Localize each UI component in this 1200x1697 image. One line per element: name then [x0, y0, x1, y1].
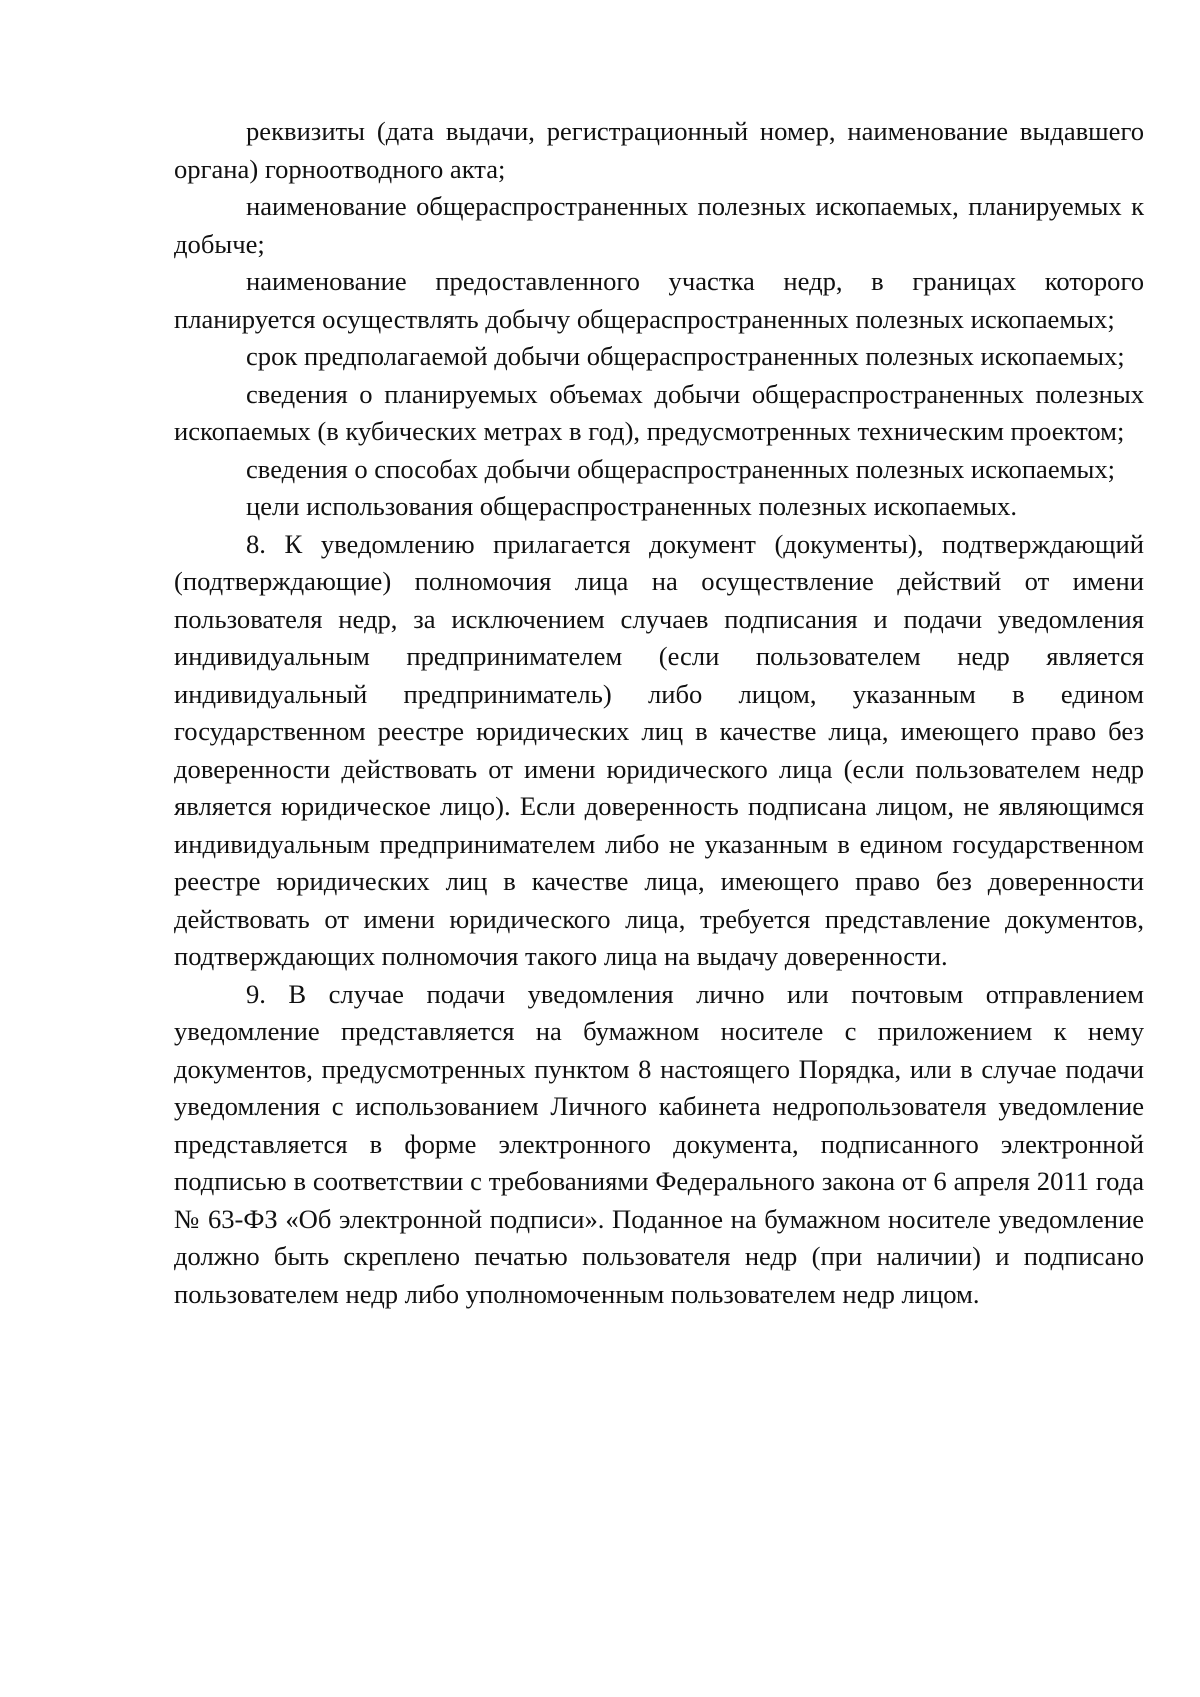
paragraph-extraction-methods: сведения о способах добычи общераспространенных полезных ископаемых;	[246, 453, 1116, 484]
paragraph-extraction-term: срок предполагаемой добычи общераспространенных полезных ископаемых;	[246, 341, 1125, 371]
paragraph-item-9: 9. В случае подачи уведомления лично или почтовым отправлением уведомление представляется на бумажном носителе с приложением к нему документов, предусмотренных пунктом 8 настоящего Порядка, или в случае подачи уведомления с использованием Личного кабинета недропользователя уведомление представляется в форме электронного документа, подписанного электронной подписью в соответствии с требованиями Федерального закона от 6 апреля 2011 года № 63-ФЗ «Об электронной подписи». Поданное на бумажном носителе уведомление должно быть скреплено печатью пользователя недр (при наличии) и подписано пользователем недр либо уполномоченным пользователем недр лицом.	[174, 978, 1144, 1309]
paragraph-usage-goals: цели использования общераспространенных полезных ископаемых.	[246, 491, 1017, 521]
paragraph-item-8: 8. К уведомлению прилагается документ (документы), подтверждающий (подтверждающие) полномочия лица на осуществление действий от имени пользователя недр, за исключением случаев подписания и подачи уведомления индивидуальным предпринимателем (если пользователем недр является индивидуальный предприниматель) либо лицом, указанным в едином государственном реестре юридических лиц в качестве лица, имеющего право без доверенности действовать от имени юридического лица (если пользователем недр является юридическое лицо). Если доверенность подписана лицом, не являющимся индивидуальным предпринимателем либо не указанным в едином государственном реестре юридических лиц в качестве лица, имеющего право без доверенности действовать от имени юридического лица, требуется представление документов, подтверждающих полномочия такого лица на выдачу доверенности.	[174, 528, 1144, 971]
document-body	[174, 113, 1144, 1313]
paragraph-subsoil-plot: наименование предоставленного участка недр, в границах которого планируется осуществлять добычу общераспространенных полезных ископаемых;	[174, 266, 1144, 334]
paragraph-minerals-name: наименование общераспространенных полезных ископаемых, планируемых к добыче;	[174, 191, 1144, 259]
paragraph-extraction-volumes: сведения о планируемых объемах добычи общераспространенных полезных ископаемых (в кубических метрах в год), предусмотренных техническим проектом;	[174, 378, 1144, 446]
paragraph-requisites: реквизиты (дата выдачи, регистрационный номер, наименование выдавшего органа) горноотводного акта;	[174, 116, 1144, 184]
